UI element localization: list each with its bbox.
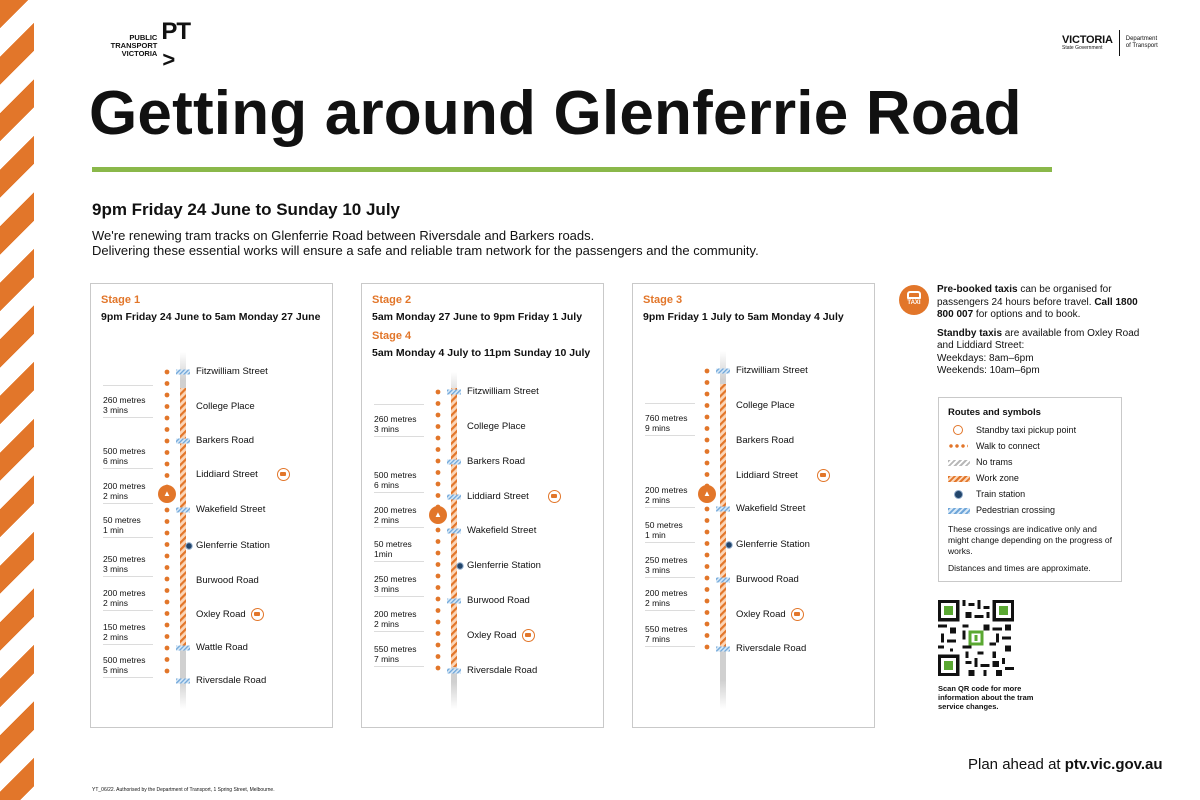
legend-note-crossings: These crossings are indicative only and might change depending on the progress of works. [948,524,1112,556]
walk-route-dot [705,645,710,650]
walk-route-dot [436,470,441,475]
segment-divider [374,596,424,597]
walk-icon [948,441,970,451]
walk-route-dot [705,449,710,454]
legend-item-crossing: Pedestrian crossing [948,502,1112,518]
stage-4-dates: 5am Monday 4 July to 11pm Sunday 10 July [372,347,591,359]
segment-distance-time: 200 metres 2 mins [103,481,146,501]
stop-label: College Place [736,400,795,411]
department-name: Department of Transport [1125,36,1158,49]
stop-label: Riversdale Road [196,675,267,686]
intro-line-1: We're renewing tram tracks on Glenferrie Road between Riversdale and Barkers roads. [92,228,595,243]
stop-label: Burwood Road [736,574,799,585]
no-trams-swatch [948,460,970,466]
segment-divider [103,576,153,577]
pedestrian-crossing-swatch [948,508,970,514]
walk-route-dot [705,426,710,431]
segment-divider [645,403,695,404]
walk-route-dot [436,551,441,556]
stage-3-dates: 9pm Friday 1 July to 5am Monday 4 July [643,311,844,323]
stop-label: College Place [467,421,526,432]
stop-label: Burwood Road [196,575,259,586]
walk-route-dot [436,482,441,487]
segment-divider [374,561,424,562]
stop-label: Wakefield Street [196,504,266,515]
walk-route-dot [165,669,170,674]
work-zone-track [180,388,186,646]
walk-route-dot [165,565,170,570]
walk-route-dot [436,631,441,636]
taxi-pickup-icon [277,468,290,481]
stage-3-title: Stage 3 [643,294,683,306]
walk-route-dot [436,459,441,464]
train-station-icon [948,489,970,499]
walk-route-dot [165,634,170,639]
stage-4-title: Stage 4 [372,330,412,342]
walk-route-dot [165,646,170,651]
segment-distance-time: 550 metres 7 mins [645,624,688,644]
segment-divider [103,644,153,645]
hazard-stripe-border [0,0,34,800]
segment-divider [374,666,424,667]
walk-route-dot [705,541,710,546]
segment-divider [103,468,153,469]
stage-2-title: Stage 2 [372,294,412,306]
intro-text [92,228,759,258]
walk-route-dot [165,577,170,582]
stop-label: Burwood Road [467,595,530,606]
walk-route-dot [705,518,710,523]
walk-route-dot [436,574,441,579]
segment-distance-time: 50 metres 1 min [103,515,141,535]
stop-label: Fitzwilliam Street [736,365,808,376]
segment-distance-time: 150 metres 2 mins [103,622,146,642]
walk-route-dot [165,611,170,616]
segment-divider [103,537,153,538]
stage-2-card [361,283,604,728]
walk-route-dot [165,600,170,605]
walk-route-dot [165,404,170,409]
walk-route-dot [436,493,441,498]
segment-divider [103,417,153,418]
walk-route-dot [165,623,170,628]
walk-route-dot [165,462,170,467]
walk-route-dot [436,654,441,659]
walk-route-dot [705,403,710,408]
train-station-icon [457,563,463,569]
stop-label: Riversdale Road [467,665,538,676]
qr-code[interactable] [938,600,1014,676]
segment-distance-time: 250 metres 3 mins [645,555,688,575]
stop-label: Fitzwilliam Street [467,386,539,397]
segment-distance-time: 550 metres 7 mins [374,644,417,664]
walk-route-dot [436,585,441,590]
victoria-wordmark: VICTORIA State Government [1062,34,1113,51]
pedestrian-crossing [176,508,190,513]
walk-route-dot [705,472,710,477]
walk-route-dot [705,530,710,535]
stop-label: Oxley Road [736,609,786,620]
plan-ahead: Plan ahead at ptv.vic.gov.au [968,756,1163,773]
segment-divider [645,610,695,611]
pedestrian-crossing [716,369,730,374]
pedestrian-crossing [447,495,461,500]
walk-route-dot [436,597,441,602]
walk-route-dot [436,401,441,406]
stop-label: Wattle Road [196,642,248,653]
stop-label: Liddiard Street [196,469,258,480]
segment-distance-time: 50 metres 1min [374,539,412,559]
walk-route-dot [165,554,170,559]
walk-route-dot [165,519,170,524]
stage-1-dates: 9pm Friday 24 June to 5am Monday 27 June [101,311,321,323]
pedestrian-crossing [716,507,730,512]
legend-item-no-trams: No trams [948,454,1112,470]
walk-route-dot [436,390,441,395]
segment-divider [374,527,424,528]
pedestrian-crossing [176,646,190,651]
routes-legend [938,397,1122,582]
intro-line-2: Delivering these essential works will ensure a safe and reliable tram network for the passengers and the community. [92,243,759,258]
stop-label: Liddiard Street [736,470,798,481]
taxi-pickup-icon [817,469,830,482]
stop-label: Oxley Road [196,609,246,620]
walk-route-dot [165,588,170,593]
walk-route-dot [705,392,710,397]
walk-route-dot [705,564,710,569]
segment-divider [645,542,695,543]
walk-route-dot [436,666,441,671]
ptv-website-link[interactable]: ptv.vic.gov.au [1064,756,1163,773]
page-title: Getting around Glenferrie Road [89,79,1022,148]
pedestrian-crossing [716,578,730,583]
walk-route-dot [436,643,441,648]
ptv-logo [90,18,190,72]
segment-distance-time: 500 metres 6 mins [374,470,417,490]
walk-route-dot [705,461,710,466]
stop-label: Barkers Road [736,435,795,446]
walk-route-dot [165,450,170,455]
walk-route-dot [436,608,441,613]
segment-divider [103,503,153,504]
stop-label: Glenferrie Station [467,560,541,571]
stop-label: Glenferrie Station [196,540,270,551]
legend-item-train: Train station [948,486,1112,502]
stage-3-card [632,283,875,728]
taxi-pickup-icon [251,608,264,621]
title-underline [92,167,1052,172]
walk-route-dot [705,576,710,581]
stop-label: Barkers Road [467,456,526,467]
segment-distance-time: 200 metres 2 mins [374,505,417,525]
legend-item-work-zone: Work zone [948,470,1112,486]
work-zone-swatch [948,476,970,482]
walk-route-dot [705,622,710,627]
stop-label: Oxley Road [467,630,517,641]
walk-route-dot [165,531,170,536]
walk-route-dot [436,424,441,429]
walk-route-dot [165,393,170,398]
legend-note-approx: Distances and times are approximate. [948,563,1091,573]
taxi-pickup-icon [791,608,804,621]
walk-to-connect-icon: ▲ [698,485,716,503]
pedestrian-crossing [176,679,190,684]
segment-distance-time: 200 metres 2 mins [645,485,688,505]
walk-route-dot [165,370,170,375]
walk-route-dot [165,381,170,386]
segment-distance-time: 250 metres 3 mins [374,574,417,594]
stage-1-card [90,283,333,728]
segment-divider [645,507,695,508]
walk-route-dot [436,539,441,544]
walk-route-dot [705,553,710,558]
taxi-pickup-icon [548,490,561,503]
segment-divider [645,435,695,436]
stage-1-title: Stage 1 [101,294,141,306]
pedestrian-crossing [447,599,461,604]
qr-caption: Scan QR code for more information about the tram service changes. [938,684,1034,711]
taxi-pickup-icon [522,629,535,642]
walk-route-dot [165,416,170,421]
legend-item-taxi: Standby taxi pickup point [948,422,1112,438]
date-range: 9pm Friday 24 June to Sunday 10 July [92,200,400,219]
segment-divider [374,404,424,405]
walk-route-dot [705,633,710,638]
stop-label: Barkers Road [196,435,255,446]
walk-route-dot [436,447,441,452]
work-zone-track [720,384,726,648]
walk-to-connect-icon: ▲ [429,506,447,524]
segment-distance-time: 260 metres 3 mins [374,414,417,434]
walk-route-dot [165,657,170,662]
segment-divider [103,677,153,678]
segment-divider [645,577,695,578]
walk-route-dot [165,473,170,478]
segment-distance-time: 260 metres 3 mins [103,395,146,415]
pedestrian-crossing [447,390,461,395]
walk-route-dot [705,507,710,512]
segment-distance-time: 250 metres 3 mins [103,554,146,574]
segment-distance-time: 500 metres 6 mins [103,446,146,466]
walk-route-dot [436,562,441,567]
walk-route-dot [436,436,441,441]
walk-route-dot [436,413,441,418]
walk-to-connect-icon: ▲ [158,485,176,503]
legend-item-walk: Walk to connect [948,438,1112,454]
stop-label: College Place [196,401,255,412]
stop-label: Glenferrie Station [736,539,810,550]
walk-route-dot [165,542,170,547]
segment-distance-time: 50 metres 1 min [645,520,683,540]
taxi-info: Pre-booked taxis can be organised for passengers 24 hours before travel. Call 1800 800 007 for options and to book. Standby taxis are available from Oxley Road and Liddiard Street: Weekdays: 8am–6pm Weekends: 10am–6pm [937,284,1140,376]
stop-label: Fitzwilliam Street [196,366,268,377]
stage-2-dates: 5am Monday 27 June to 9pm Friday 1 July [372,311,583,323]
walk-route-dot [165,508,170,513]
legend-title: Routes and symbols [948,407,1041,418]
segment-divider [103,610,153,611]
segment-distance-time: 500 metres 5 mins [103,655,146,675]
segment-distance-time: 760 metres 9 mins [645,413,688,433]
stop-label: Wakefield Street [736,503,806,514]
pedestrian-crossing [447,529,461,534]
walk-route-dot [165,439,170,444]
segment-distance-time: 200 metres 2 mins [645,588,688,608]
ptv-logo-words: PUBLIC TRANSPORT VICTORIA [110,33,158,58]
authorisation-footer: YT_06/22. Authorised by the Department of Transport, 1 Spring Street, Melbourne. [92,787,275,793]
stop-label: Riversdale Road [736,643,807,654]
train-station-icon [186,543,192,549]
taxi-pickup-icon [948,425,970,435]
segment-divider [374,631,424,632]
segment-distance-time: 200 metres 2 mins [374,609,417,629]
stop-label: Wakefield Street [467,525,537,536]
pedestrian-crossing [716,647,730,652]
segment-divider [374,492,424,493]
walk-route-dot [705,369,710,374]
segment-distance-time: 200 metres 2 mins [103,588,146,608]
walk-route-dot [705,610,710,615]
ptv-logo-mark: PT> [161,18,190,72]
segment-divider [645,646,695,647]
victoria-logo [1062,30,1162,56]
walk-route-dot [705,587,710,592]
pedestrian-crossing [447,460,461,465]
walk-route-dot [705,599,710,604]
pedestrian-crossing [176,439,190,444]
walk-route-dot [436,528,441,533]
segment-divider [374,436,424,437]
pedestrian-crossing [176,370,190,375]
walk-route-dot [436,620,441,625]
pedestrian-crossing [447,669,461,674]
taxi-icon: TAXI [899,285,929,315]
stop-label: Liddiard Street [467,491,529,502]
walk-route-dot [705,415,710,420]
walk-route-dot [165,427,170,432]
work-zone-track [451,388,457,667]
walk-route-dot [705,380,710,385]
segment-divider [103,385,153,386]
walk-route-dot [705,438,710,443]
train-station-icon [726,542,732,548]
